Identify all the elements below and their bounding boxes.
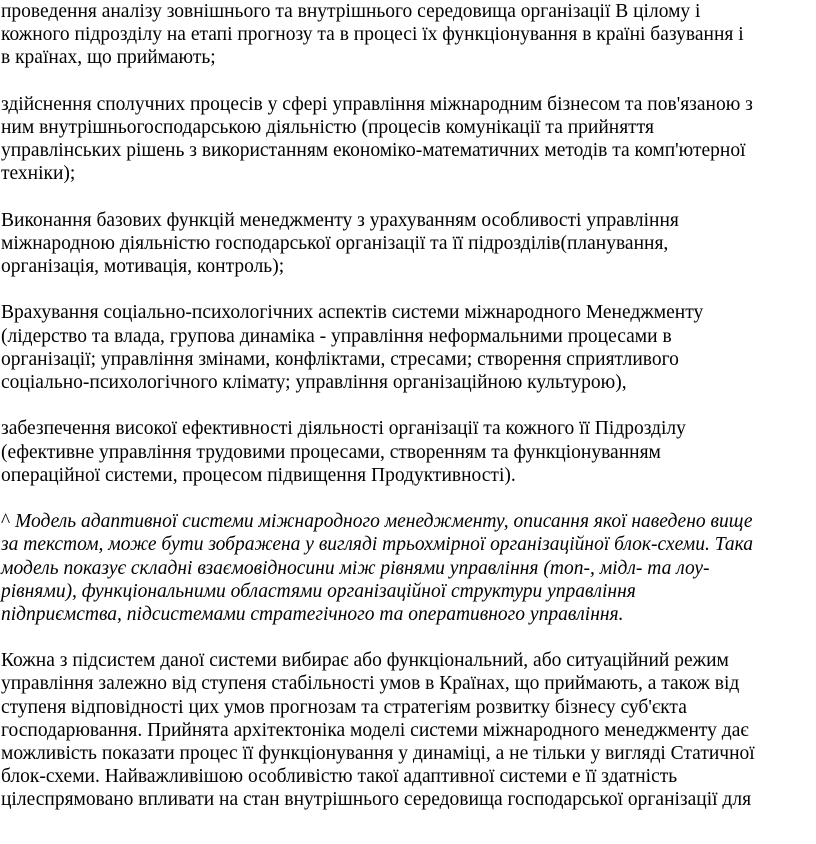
text-line: Врахування соціально-психологічних аспектів системи міжнародного Менеджменту [1,302,704,324]
text-line: операційної системи, процесом підвищення Продуктивності). [1,464,516,486]
paragraph-linking-processes [0,93,816,186]
paragraph-adaptive-model [0,510,816,626]
text-line: за текстом, може бути зображена у вигляді трьохмірної організаційної блок-схеми. Така [1,534,753,556]
paragraph-spacer [0,186,816,209]
text-line: соціально-психологічного клімату; управління організаційною культурою), [1,372,627,393]
text-line: техніки); [1,163,76,185]
text-line: в країнах, що приймають; [1,47,216,69]
paragraph-spacer [0,70,816,93]
text-line: можливість показати процес її функціонування у динаміці, а не тільки у вигляді Статичної [1,743,755,764]
text-line: управлінських рішень з використанням економіко-математичних методів та комп'ютерної [1,140,746,162]
text-line: (ефективне управління трудовими процесами, створенням та функціонуванням [1,441,661,463]
text-line: Виконання базових функцій менеджменту з урахуванням особливості управління [1,209,679,231]
text-line: забезпечення високої ефективності діяльності організації та кожного її Підрозділу [1,418,686,440]
text-line: рівнями), функціональними областями організаційної структури управління [1,580,636,602]
text-line: господарювання. Прийнята архітектоніка моделі системи міжнародного менеджменту дає [1,719,749,741]
text-line: управління залежно від ступеня стабільності умов в Країнах, що приймають, а також від [1,673,740,695]
text-line: здійснення сполучних процесів у сфері управління міжнародним бізнесом та пов'язаною з [1,93,753,115]
text-line: ним внутрішньогосподарською діяльністю (процесів комунікації та прийняття [1,116,654,138]
paragraph-spacer [0,487,816,510]
text-line: цілеспрямовано впливати на стан внутрішнього середовища господарської організації для [1,789,752,811]
text-line [1,510,816,533]
caret-mark: ^ [1,511,16,533]
text-line: організація, мотивація, контроль); [1,256,285,278]
paragraph-efficiency [0,417,816,487]
text-line-content: Модель адаптивної системи міжнародного менеджменту, описання якої наведено вище [15,511,753,533]
text-line: ступеня відповідності цих умов прогнозам та стратегіям розвитку бізнесу суб'єкта [1,696,687,718]
text-line: модель показує складні взаємовідносини між рівнями управління (топ-, мідл- та лоу- [1,557,710,579]
text-line: (лідерство та влада, групова динаміка - управління неформальними процесами в [1,325,672,347]
paragraph-analysis [0,0,816,70]
paragraph-basic-functions [0,209,816,279]
text-line: Кожна з підсистем даної системи вибирає або функціональний, або ситуаційний режим [1,650,729,672]
text-line: блок-схеми. Найважливішою особливістю такої адаптивної системи е її здатність [1,766,678,788]
text-line: підприємства, підсистемами стратегічного та оперативного управління. [1,603,624,625]
text-line: проведення аналізу зовнішнього та внутрішнього середовища організації В цілому і [1,1,701,22]
paragraph-spacer [0,626,816,649]
paragraph-subsystems [0,649,816,811]
text-line: організації; управління змінами, конфліктами, стресами; створення сприятливого [1,348,679,370]
text-line: міжнародною діяльністю господарської організації та її підрозділів(планування, [1,232,669,254]
paragraph-social-psychological [0,301,816,394]
text-line: кожного підрозділу на етапі прогнозу та в процесі їх функціонування в країні базування і [1,24,744,46]
paragraph-spacer [0,278,816,301]
paragraph-spacer [0,394,816,417]
